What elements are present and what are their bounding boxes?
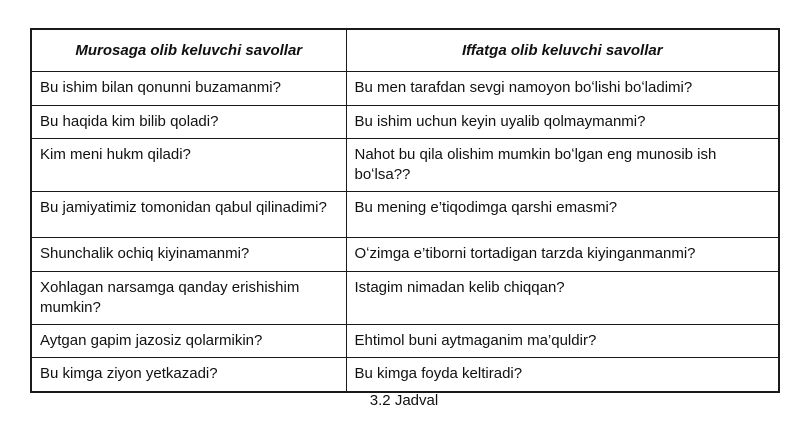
table-row [31,238,779,271]
table-cell: Kim meni hukm qiladi? [31,138,346,192]
column-header-purity: Iffatga olib keluvchi savollar [346,29,779,72]
table-cell: Nahot bu qila olishim mumkin boʻlgan eng munosib ish boʻlsa?? [346,138,779,192]
table-row [31,105,779,138]
table-caption: 3.2 Jadval [369,392,439,409]
table-cell: Bu ishim uchun keyin uyalib qolmaymanmi? [346,105,779,138]
table-cell: Bu kimga foyda keltiradi? [346,358,779,392]
table-cell: Bu men tarafdan sevgi namoyon boʻlishi boʻladimi? [346,72,779,105]
table-row [31,138,779,192]
table-cell: Xohlagan narsamga qanday erishishim mumkin? [31,271,346,325]
table-row [31,192,779,238]
table-row [31,72,779,105]
table-row [31,325,779,358]
questions-table [30,28,780,393]
table-cell: Bu mening e’tiqodimga qarshi emasmi? [346,192,779,238]
table-cell: Shunchalik ochiq kiyinamanmi? [31,238,346,271]
table-row [31,271,779,325]
table-header-row [31,29,779,72]
table-row [31,358,779,392]
table-cell: Oʻzimga e’tiborni tortadigan tarzda kiyinganmanmi? [346,238,779,271]
table-cell: Ehtimol buni aytmaganim ma’quldir? [346,325,779,358]
table-cell: Bu kimga ziyon yetkazadi? [31,358,346,392]
column-header-compromise: Murosaga olib keluvchi savollar [31,29,346,72]
table-cell: Bu jamiyatimiz tomonidan qabul qilinadimi? [31,192,346,238]
table-cell: Bu ishim bilan qonunni buzamanmi? [31,72,346,105]
table-cell: Aytgan gapim jazosiz qolarmikin? [31,325,346,358]
table-cell: Istagim nimadan kelib chiqqan? [346,271,779,325]
table-cell: Bu haqida kim bilib qoladi? [31,105,346,138]
